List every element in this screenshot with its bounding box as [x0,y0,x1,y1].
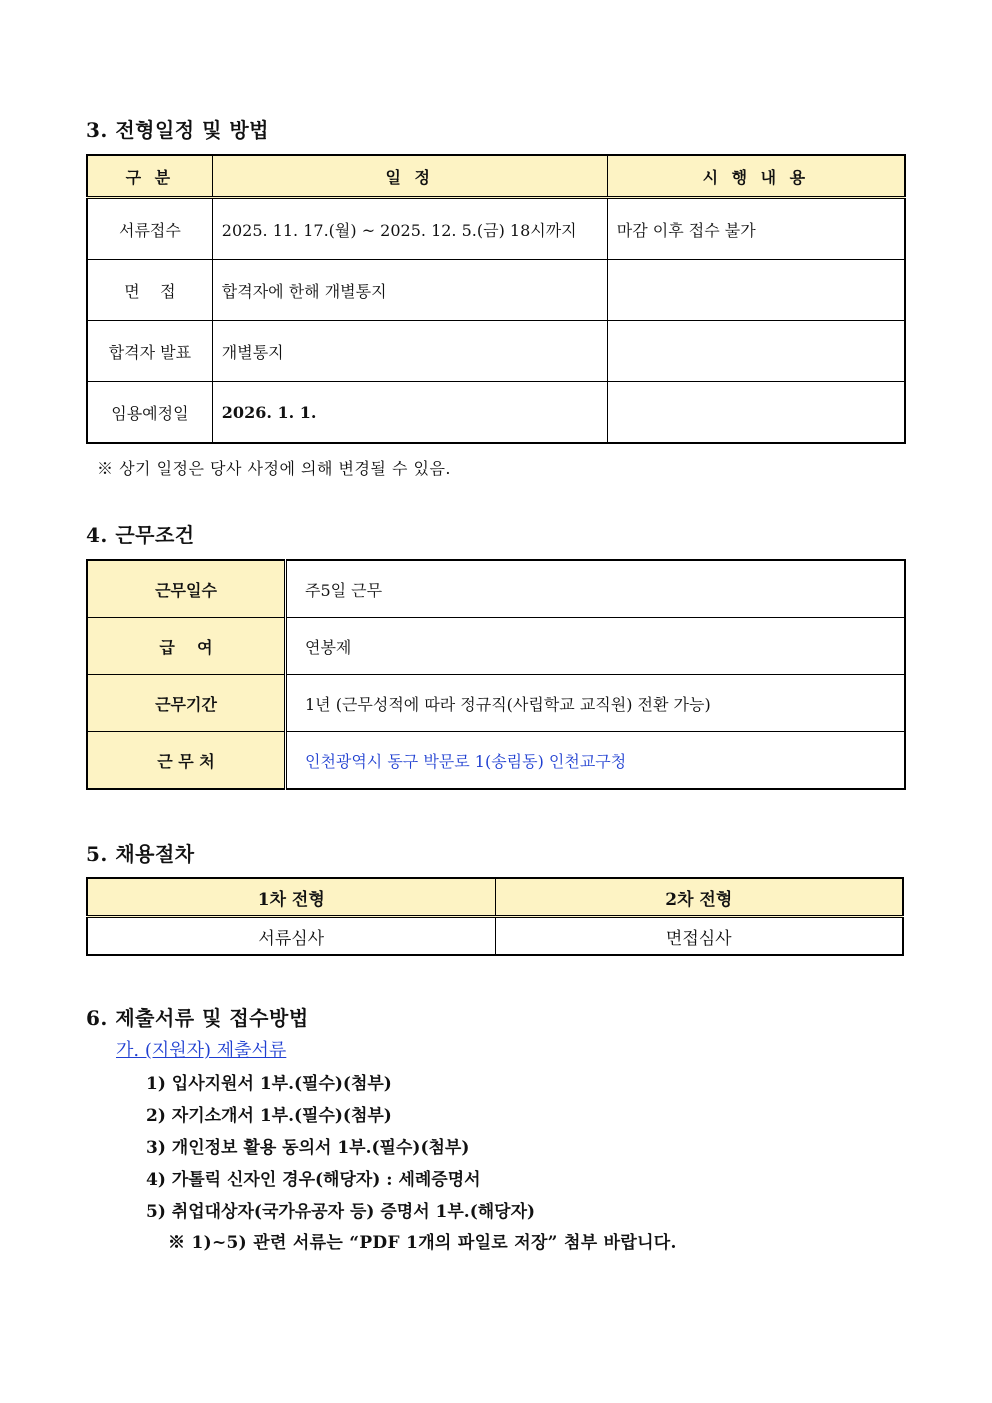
header-detail: 시 행 내 용 [607,155,905,198]
section-3-title: 3. 전형일정 및 방법 [86,118,270,142]
list-item: 4) 가톨릭 신자인 경우(해당자) : 세례증명서 [146,1170,481,1190]
row-label: 면 접 [87,260,212,321]
table-row [87,198,905,260]
row-schedule: 합격자에 한해 개별통지 [212,260,607,321]
second-stage-value: 면접심사 [495,917,903,956]
condition-label: 근 무 처 [87,732,285,790]
row-detail [607,260,905,321]
table-row [87,732,905,790]
row-detail [607,321,905,382]
row-label: 합격자 발표 [87,321,212,382]
row-detail [607,382,905,444]
work-conditions-table [86,559,906,790]
table-row [87,917,903,956]
list-item: 2) 자기소개서 1부.(필수)(첨부) [146,1106,392,1126]
condition-label: 근무기간 [87,675,285,732]
section-5-title: 5. 채용절차 [86,842,195,866]
section-6-title: 6. 제출서류 및 접수방법 [86,1006,309,1030]
header-second-stage: 2차 전형 [495,878,903,917]
row-label: 임용예정일 [87,382,212,444]
header-first-stage: 1차 전형 [87,878,495,917]
list-item: 5) 취업대상자(국가유공자 등) 증명서 1부.(해당자) [146,1202,536,1222]
section-4-title: 4. 근무조건 [86,523,195,547]
condition-value: 연봉제 [285,618,905,675]
condition-value: 주5일 근무 [285,560,905,618]
header-category: 구 분 [87,155,212,198]
submission-note: ※ 1)~5) 관련 서류는 “PDF 1개의 파일로 저장” 첨부 바랍니다. [168,1233,677,1253]
procedure-header-row [87,878,903,917]
condition-label: 근무일수 [87,560,285,618]
schedule-header-row [87,155,905,198]
list-item: 3) 개인정보 활용 동의서 1부.(필수)(첨부) [146,1138,470,1158]
row-schedule: 2026. 1. 1. [212,382,607,444]
table-row [87,260,905,321]
row-schedule: 2025. 11. 17.(월) ~ 2025. 12. 5.(금) 18시까지 [212,198,607,260]
condition-value: 인천광역시 동구 박문로 1(송림동) 인천교구청 [285,732,905,790]
table-row [87,675,905,732]
condition-value: 1년 (근무성적에 따라 정규직(사립학교 교직원) 전환 가능) [285,675,905,732]
hiring-procedure-table [86,877,904,956]
documents-subtitle: 가. (지원자) 제출서류 [116,1040,287,1061]
row-schedule: 개별통지 [212,321,607,382]
row-label: 서류접수 [87,198,212,260]
first-stage-value: 서류심사 [87,917,495,956]
header-schedule: 일 정 [212,155,607,198]
table-row [87,618,905,675]
condition-label: 급 여 [87,618,285,675]
schedule-table [86,154,906,444]
list-item: 1) 입사지원서 1부.(필수)(첨부) [146,1074,392,1094]
table-row [87,560,905,618]
table-row [87,321,905,382]
table-row [87,382,905,444]
row-detail: 마감 이후 접수 불가 [607,198,905,260]
schedule-note: ※ 상기 일정은 당사 사정에 의해 변경될 수 있음. [97,459,451,478]
